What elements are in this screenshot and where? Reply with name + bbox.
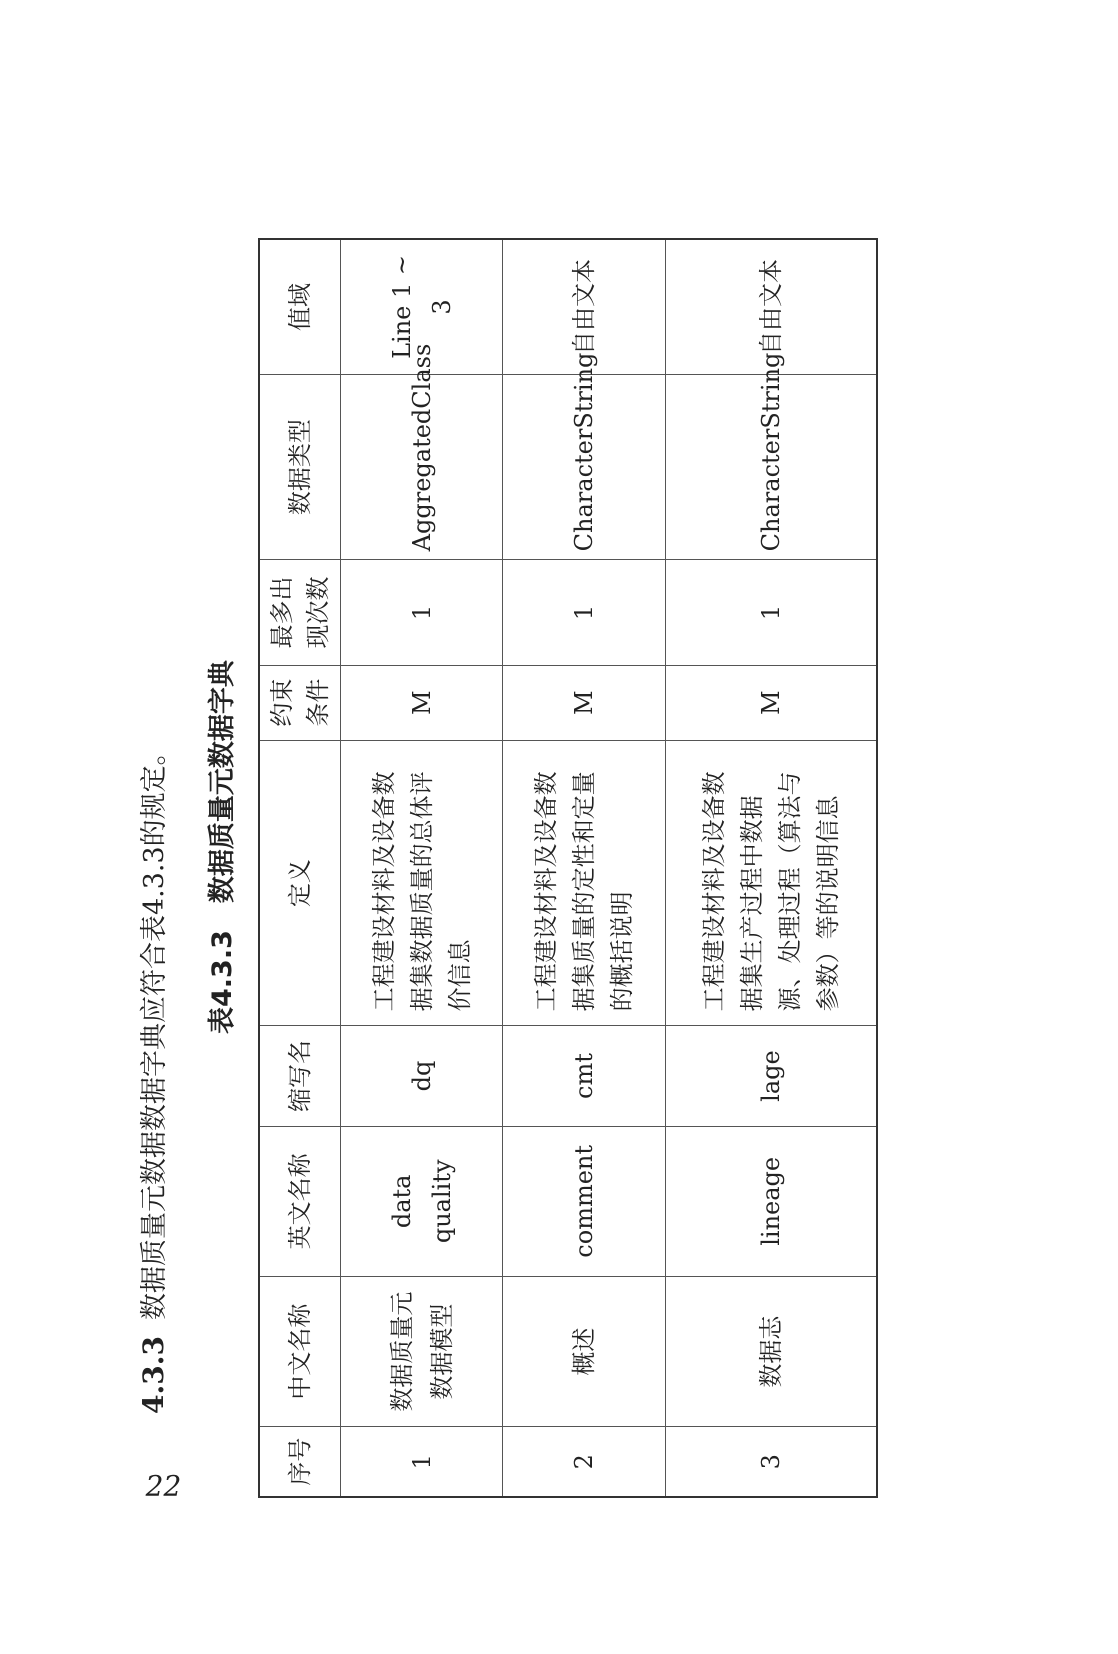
table-row bbox=[665, 239, 877, 1497]
cell-domain: 自由文本 bbox=[665, 239, 877, 374]
cell-constraint: M bbox=[503, 665, 665, 740]
header-cell: 缩写名 bbox=[259, 1026, 341, 1126]
clause-text bbox=[132, 738, 171, 1414]
header-cell: 英文名称 bbox=[259, 1126, 341, 1276]
cell-index: 1 bbox=[341, 1427, 503, 1497]
cell-data-type: CharacterString bbox=[665, 374, 877, 559]
cell-en-name: lineage bbox=[665, 1126, 877, 1276]
header-cell: 约束条件 bbox=[259, 665, 341, 740]
clause-body: 数据质量元数据数据字典应符合表4.3.3的规定。 bbox=[139, 738, 170, 1321]
cell-constraint: M bbox=[341, 665, 503, 740]
table-title: 表4.3.3 数据质量元数据字典 bbox=[207, 660, 238, 1034]
cell-domain: 自由文本 bbox=[503, 239, 665, 374]
cell-en-name: comment bbox=[503, 1126, 665, 1276]
header-cell: 值域 bbox=[259, 239, 341, 374]
table-row bbox=[341, 239, 503, 1497]
header-cell: 数据类型 bbox=[259, 374, 341, 559]
table-header-row bbox=[259, 239, 341, 1497]
header-cell: 中文名称 bbox=[259, 1277, 341, 1427]
header-cell: 定义 bbox=[259, 740, 341, 1026]
cell-max-occur: 1 bbox=[665, 560, 877, 665]
cell-abbr: dq bbox=[341, 1026, 503, 1126]
header-cell: 最多出现次数 bbox=[259, 560, 341, 665]
cell-cn-name: 数据志 bbox=[665, 1277, 877, 1427]
page-number: 22 bbox=[145, 1469, 182, 1503]
cell-domain: Line 1 ~ 3 bbox=[341, 239, 503, 374]
cell-index: 2 bbox=[503, 1427, 665, 1497]
data-dictionary-table bbox=[258, 238, 878, 1498]
cell-abbr: cmt bbox=[503, 1026, 665, 1126]
cell-definition: 工程建设材料及设备数据集生产过程中数据源、处理过程（算法与参数）等的说明信息 bbox=[665, 740, 877, 1026]
cell-abbr: lage bbox=[665, 1026, 877, 1126]
cell-definition: 工程建设材料及设备数据集质量的定性和定量的概括说明 bbox=[503, 740, 665, 1026]
cell-cn-name: 概述 bbox=[503, 1277, 665, 1427]
cell-max-occur: 1 bbox=[503, 560, 665, 665]
cell-max-occur: 1 bbox=[341, 560, 503, 665]
cell-definition: 工程建设材料及设备数据集数据质量的总体评价信息 bbox=[341, 740, 503, 1026]
cell-en-name: data quality bbox=[341, 1126, 503, 1276]
cell-data-type: CharacterString bbox=[503, 374, 665, 559]
cell-constraint: M bbox=[665, 665, 877, 740]
header-cell: 序号 bbox=[259, 1427, 341, 1497]
cell-cn-name: 数据质量元数据模型 bbox=[341, 1277, 503, 1427]
table-row bbox=[503, 239, 665, 1497]
cell-data-type: AggregatedClass bbox=[341, 374, 503, 559]
clause-number: 4.3.3 bbox=[137, 1336, 170, 1414]
cell-index: 3 bbox=[665, 1427, 877, 1497]
